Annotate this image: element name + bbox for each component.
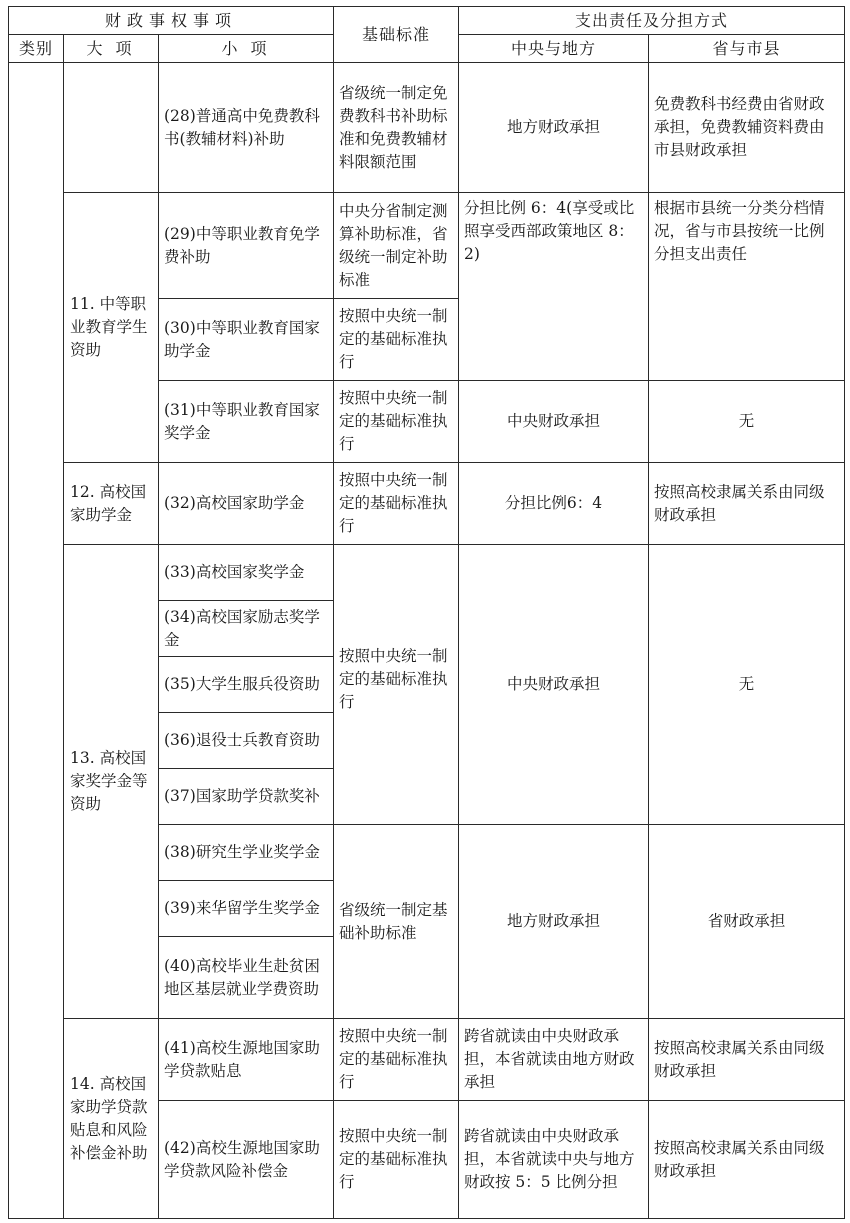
minor-item-cell: (36)退役士兵教育资助 <box>159 713 334 769</box>
table-row <box>9 63 845 193</box>
basic-standard-cell: 省级统一制定基础补助标准 <box>334 825 459 1019</box>
basic-standard-cell: 按照中央统一制定的基础标准执行 <box>334 1019 459 1101</box>
basic-standard-cell: 省级统一制定免费教科书补助标准和免费教辅材料限额范围 <box>334 63 459 193</box>
minor-item-cell: (35)大学生服兵役资助 <box>159 657 334 713</box>
minor-item-cell: (41)高校生源地国家助学贷款贴息 <box>159 1019 334 1101</box>
province-city-cell: 按照高校隶属关系由同级财政承担 <box>649 1019 845 1101</box>
minor-item-cell: (37)国家助学贷款奖补 <box>159 769 334 825</box>
central-local-cell: 地方财政承担 <box>459 825 649 1019</box>
table-row <box>9 463 845 545</box>
province-city-cell: 按照高校隶属关系由同级财政承担 <box>649 463 845 545</box>
central-local-cell: 分担比例 6：4(享受或比照享受西部政策地区 8：2) <box>459 193 649 381</box>
category-cell <box>9 63 64 1219</box>
table-row <box>9 1019 845 1101</box>
header-category: 类别 <box>9 35 64 63</box>
central-local-cell: 中央财政承担 <box>459 545 649 825</box>
minor-item-cell: (32)高校国家助学金 <box>159 463 334 545</box>
province-city-cell: 省财政承担 <box>649 825 845 1019</box>
major-item-cell <box>64 63 159 193</box>
header-minor-item: 小 项 <box>159 35 334 63</box>
basic-standard-cell: 按照中央统一制定的基础标准执行 <box>334 1101 459 1219</box>
header-central-local: 中央与地方 <box>459 35 649 63</box>
header-expenditure-responsibility: 支出责任及分担方式 <box>459 7 845 35</box>
central-local-cell: 分担比例6：4 <box>459 463 649 545</box>
major-item-cell: 13. 高校国家奖学金等资助 <box>64 545 159 1019</box>
province-city-cell: 根据市县统一分类分档情况，省与市县按统一比例分担支出责任 <box>649 193 845 381</box>
header-row-1 <box>9 7 845 35</box>
minor-item-cell: (33)高校国家奖学金 <box>159 545 334 601</box>
province-city-cell: 无 <box>649 381 845 463</box>
minor-item-cell: (42)高校生源地国家助学贷款风险补偿金 <box>159 1101 334 1219</box>
minor-item-cell: (31)中等职业教育国家奖学金 <box>159 381 334 463</box>
basic-standard-cell: 按照中央统一制定的基础标准执行 <box>334 381 459 463</box>
header-province-city: 省与市县 <box>649 35 845 63</box>
basic-standard-cell: 按照中央统一制定的基础标准执行 <box>334 463 459 545</box>
table-row <box>9 545 845 601</box>
minor-item-cell: (30)中等职业教育国家助学金 <box>159 299 334 381</box>
minor-item-cell: (39)来华留学生奖学金 <box>159 881 334 937</box>
central-local-cell: 地方财政承担 <box>459 63 649 193</box>
major-item-cell: 11. 中等职业教育学生资助 <box>64 193 159 463</box>
major-item-cell: 12. 高校国家助学金 <box>64 463 159 545</box>
province-city-cell: 免费教科书经费由省财政承担，免费教辅资料费由市县财政承担 <box>649 63 845 193</box>
province-city-cell: 无 <box>649 545 845 825</box>
central-local-cell: 中央财政承担 <box>459 381 649 463</box>
basic-standard-cell: 中央分省制定测算补助标准，省级统一制定补助标准 <box>334 193 459 299</box>
header-basic-standard: 基础标准 <box>334 7 459 63</box>
header-major-item: 大 项 <box>64 35 159 63</box>
table-row <box>9 193 845 299</box>
major-item-cell: 14. 高校国家助学贷款贴息和风险补偿金补助 <box>64 1019 159 1219</box>
central-local-cell: 跨省就读由中央财政承担，本省就读中央与地方财政按 5：5 比例分担 <box>459 1101 649 1219</box>
minor-item-cell: (29)中等职业教育免学费补助 <box>159 193 334 299</box>
minor-item-cell: (34)高校国家励志奖学金 <box>159 601 334 657</box>
minor-item-cell: (38)研究生学业奖学金 <box>159 825 334 881</box>
header-fiscal-matters: 财政事权事项 <box>9 7 334 35</box>
fiscal-authority-table <box>8 6 845 1219</box>
basic-standard-cell: 按照中央统一制定的基础标准执行 <box>334 299 459 381</box>
minor-item-cell: (40)高校毕业生赴贫困地区基层就业学费资助 <box>159 937 334 1019</box>
minor-item-cell: (28)普通高中免费教科书(教辅材料)补助 <box>159 63 334 193</box>
basic-standard-cell: 按照中央统一制定的基础标准执行 <box>334 545 459 825</box>
central-local-cell: 跨省就读由中央财政承担，本省就读由地方财政承担 <box>459 1019 649 1101</box>
province-city-cell: 按照高校隶属关系由同级财政承担 <box>649 1101 845 1219</box>
